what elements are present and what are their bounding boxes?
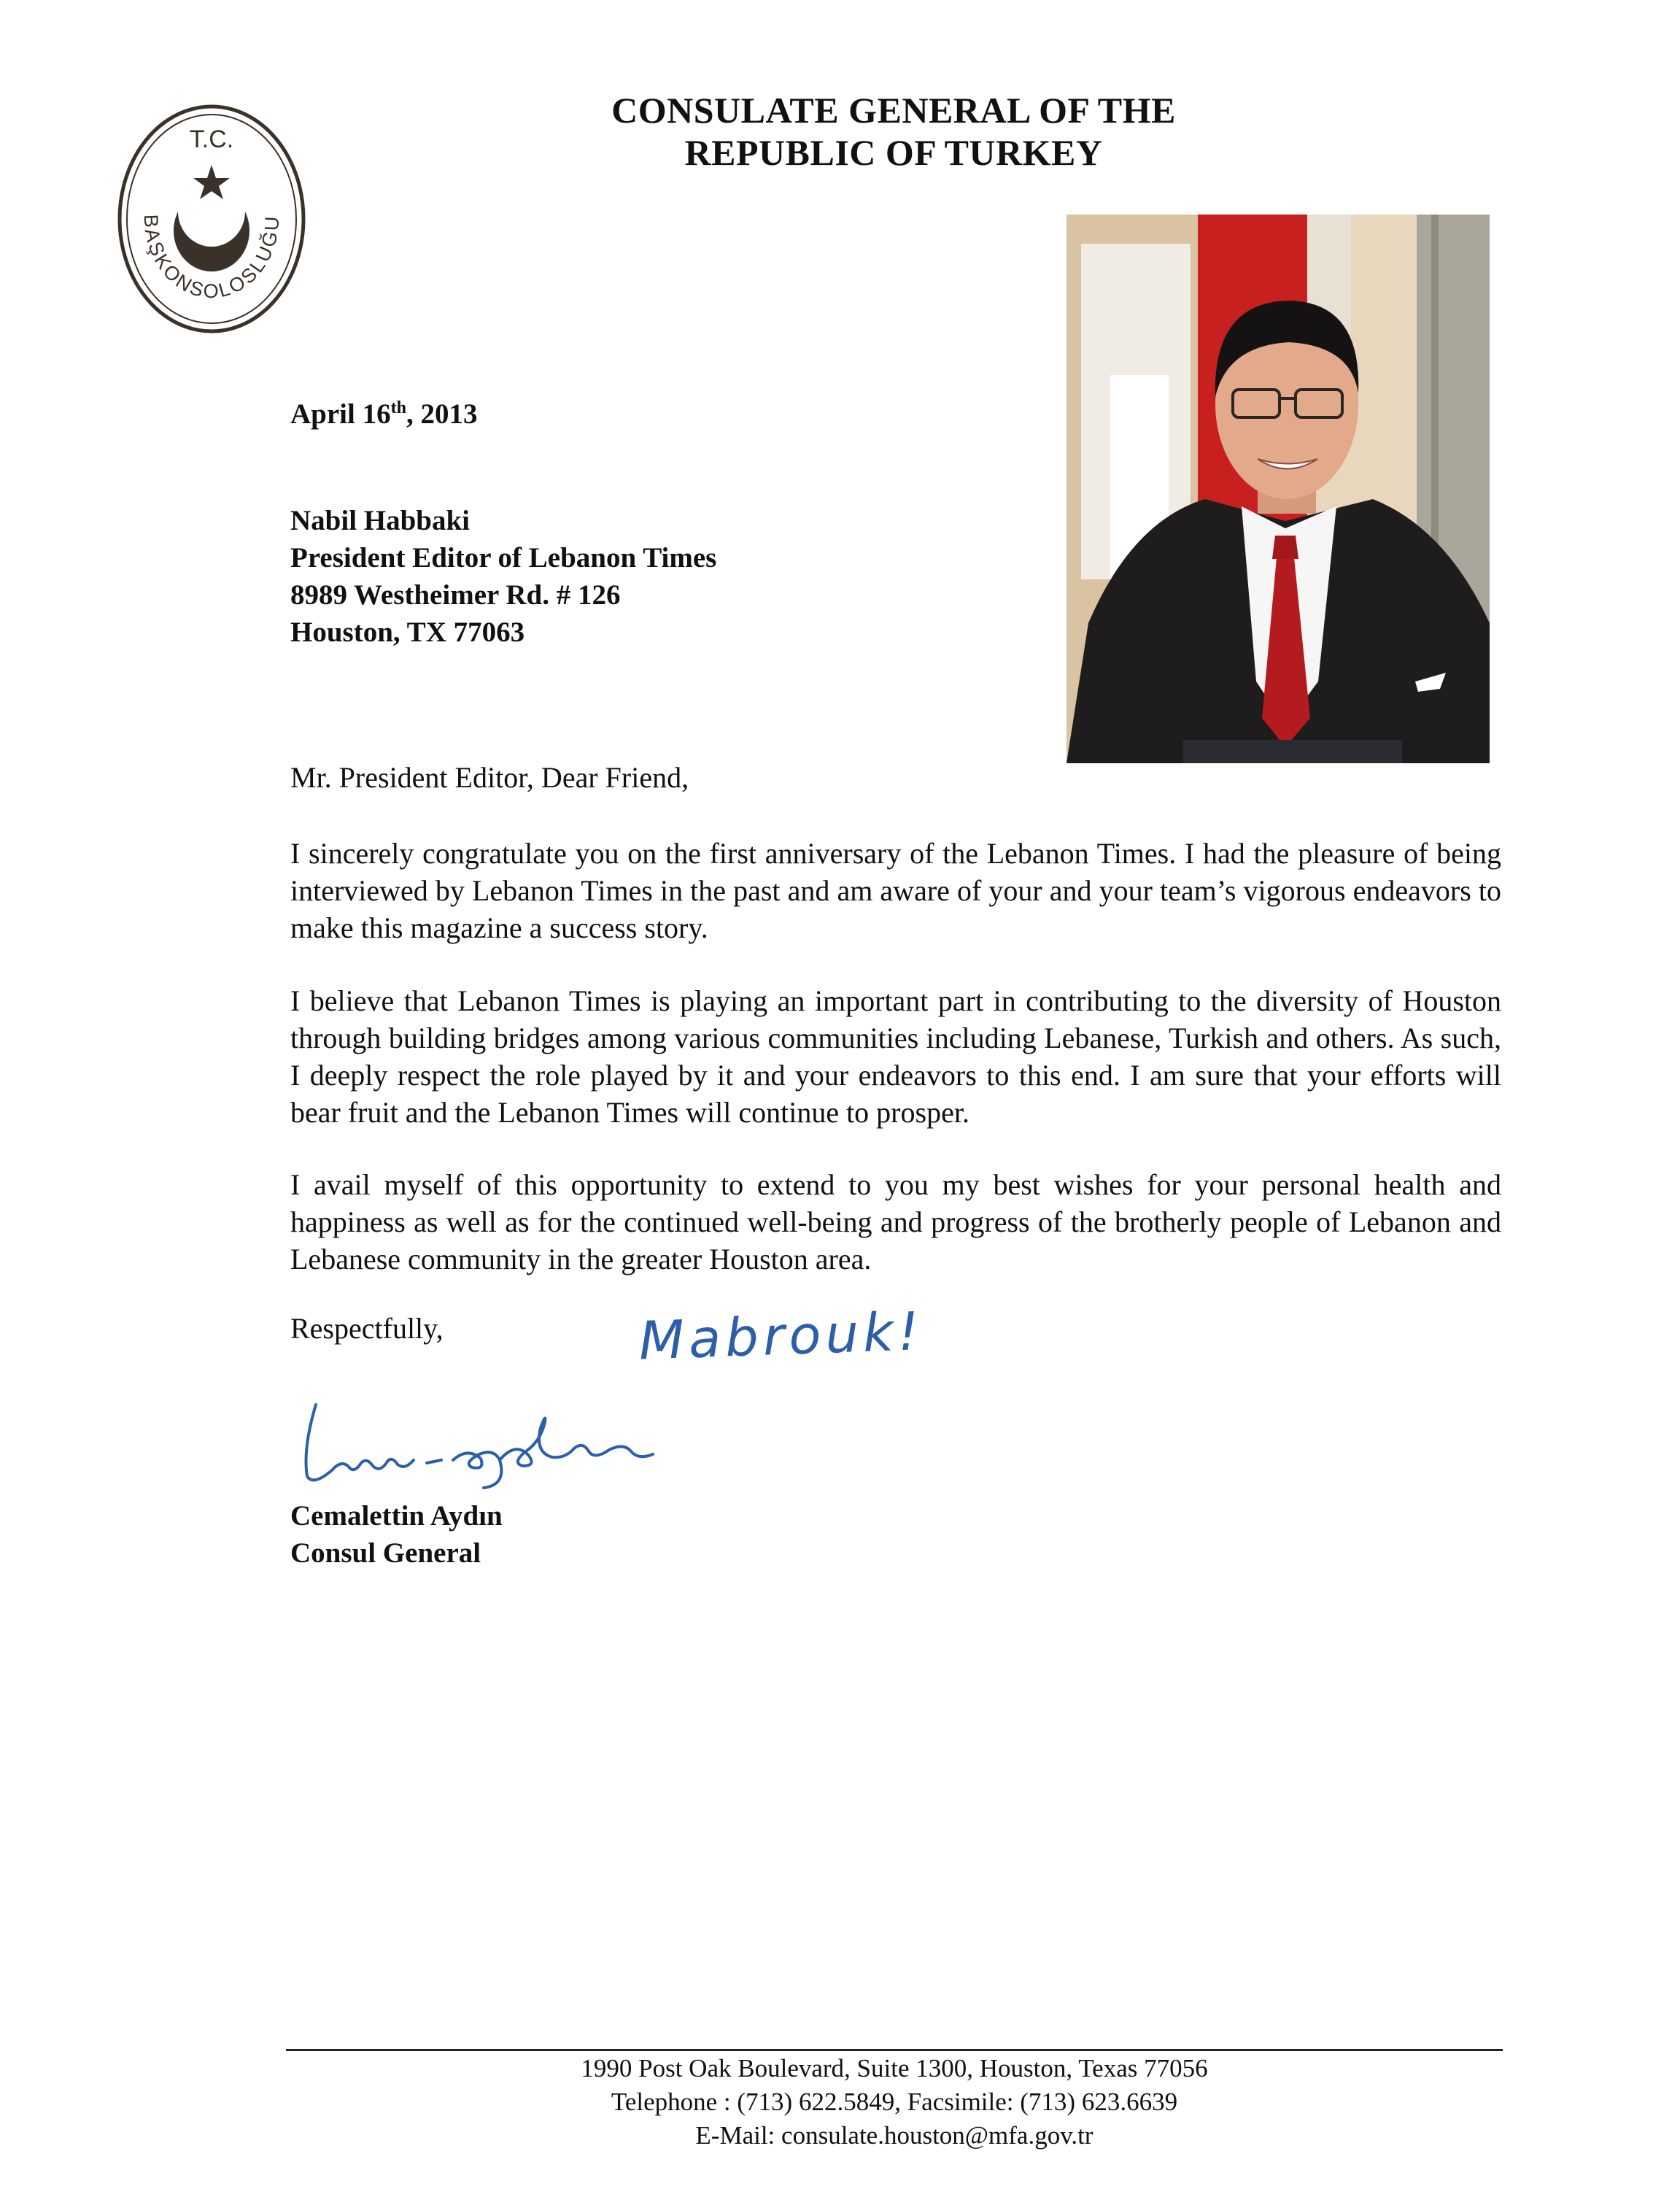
letterhead-line-2: REPUBLIC OF TURKEY: [684, 132, 1103, 173]
consulate-seal: [117, 102, 306, 336]
closing: Respectfully,: [290, 1312, 444, 1345]
footer-phone: Telephone : (713) 622.5849, Facsimile: (713) 623.6639: [611, 2088, 1178, 2116]
handwritten-note: [632, 1297, 975, 1378]
footer-address: 1990 Post Oak Boulevard, Suite 1300, Houston, Texas 77056: [581, 2054, 1208, 2082]
body-paragraph-1: I sincerely congratulate you on the first anniversary of the Lebanon Times. I had the pleasure of being interviewed by Lebanon Times in the past and am aware of your and your team’s vigorous endeavors to make this magazine a success story.: [290, 837, 1501, 944]
seal-crescent-icon: [174, 212, 249, 271]
date-year: , 2013: [406, 398, 478, 430]
footer-email: E-Mail: consulate.houston@mfa.gov.tr: [695, 2121, 1093, 2150]
letterhead-title: [511, 89, 1277, 174]
letterhead-line-1: CONSULATE GENERAL OF THE: [611, 90, 1176, 131]
seal-star-icon: [193, 165, 230, 199]
signer-name: Cemalettin Aydın: [290, 1500, 503, 1532]
seal-top-text: T.C.: [189, 126, 234, 153]
letter-date: [290, 398, 477, 431]
date-ordinal-suffix: th: [390, 398, 406, 417]
footer-contact: [286, 2052, 1503, 2153]
recipient-title: President Editor of Lebanon Times: [290, 542, 717, 574]
date-month-day: April 16: [290, 398, 391, 430]
signer-title: Consul General: [290, 1537, 481, 1569]
handwritten-signature: [288, 1390, 682, 1492]
recipient-street: 8989 Westheimer Rd. # 126: [290, 579, 621, 611]
signer-block: [290, 1497, 503, 1572]
seal-ring-text: BAŞKONSOLOSLUĞU: [139, 214, 284, 303]
footer-divider: [286, 2049, 1503, 2051]
recipient-name: Nabil Habbaki: [290, 505, 471, 536]
consul-portrait-photo: [1067, 215, 1490, 763]
body-paragraph-3: I avail myself of this opportunity to extend to you my best wishes for your personal health and happiness as well as for the continued well-being and progress of the brotherly people of Lebanon and Lebanese community in the greater Houston area.: [290, 1168, 1501, 1275]
handwritten-note-text: Mabrouk!: [638, 1300, 924, 1372]
body-paragraph-2: I believe that Lebanon Times is playing an important part in contributing to the diversity of Houston through building bridges among various communities including Lebanese, Turkish and others. As such, I deeply respect the role played by it and your endeavors to this end. I am sure that your efforts will bear fruit and the Lebanon Times will continue to prosper.: [290, 984, 1501, 1129]
salutation: Mr. President Editor, Dear Friend,: [290, 761, 689, 794]
recipient-address-block: [290, 502, 716, 651]
recipient-city: Houston, TX 77063: [290, 617, 525, 648]
